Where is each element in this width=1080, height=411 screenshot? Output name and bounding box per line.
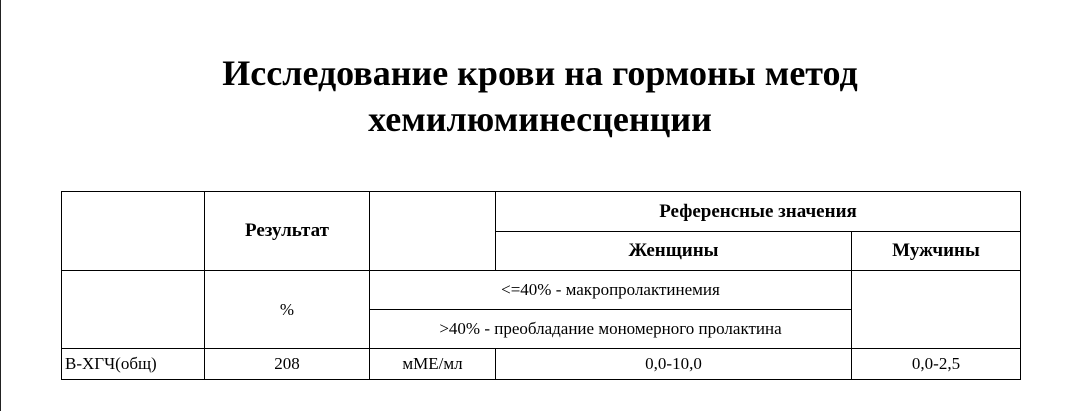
analyte-ref-women: 0,0-10,0 bbox=[496, 349, 852, 380]
prolactin-empty-name bbox=[62, 271, 205, 349]
header-result: Результат bbox=[205, 192, 370, 271]
header-men: Мужчины bbox=[852, 232, 1021, 271]
title-line-2: хемилюминесценции bbox=[368, 99, 712, 139]
table-row bbox=[62, 349, 1021, 380]
header-empty-unit bbox=[370, 192, 496, 271]
analyte-ref-men: 0,0-2,5 bbox=[852, 349, 1021, 380]
header-empty-name bbox=[62, 192, 205, 271]
prolactin-empty-men bbox=[852, 271, 1021, 349]
prolactin-unit: % bbox=[205, 271, 370, 349]
header-women: Женщины bbox=[496, 232, 852, 271]
header-reference: Референсные значения bbox=[496, 192, 1021, 232]
results-table bbox=[61, 191, 1021, 380]
analyte-result: 208 bbox=[205, 349, 370, 380]
title-line-1: Исследование крови на гормоны метод bbox=[222, 53, 858, 93]
header-row-1 bbox=[62, 192, 1021, 232]
prolactin-row bbox=[62, 271, 1021, 310]
analyte-name: В-ХГЧ(общ) bbox=[62, 349, 205, 380]
analyte-unit: мМЕ/мл bbox=[370, 349, 496, 380]
prolactin-note-2: >40% - преобладание мономерного пролактина bbox=[370, 310, 852, 349]
page-title bbox=[0, 50, 1080, 142]
prolactin-note-1: <=40% - макропролактинемия bbox=[370, 271, 852, 310]
